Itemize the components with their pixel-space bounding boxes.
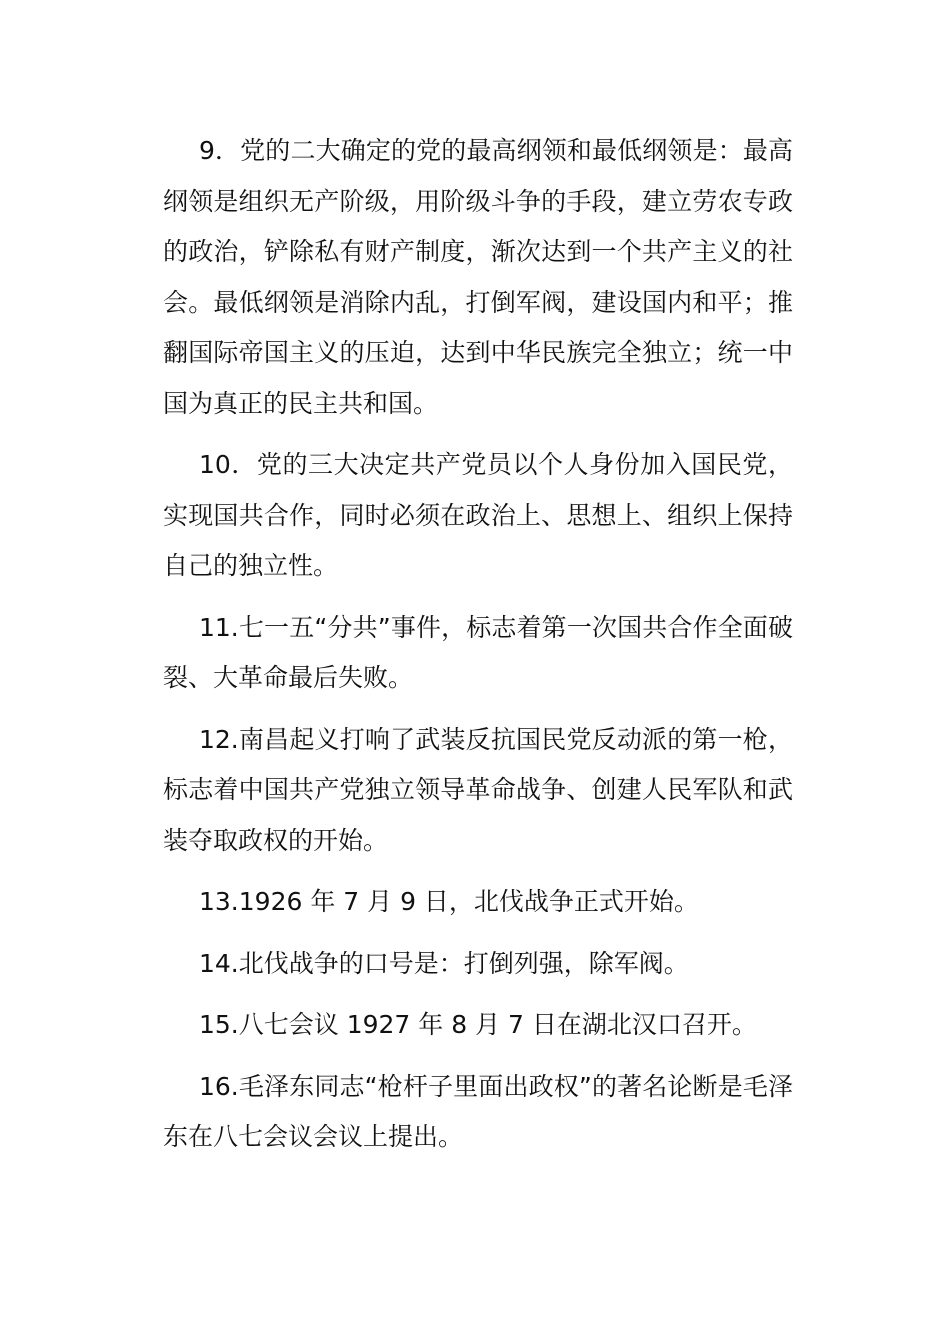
text-line: 民军队和武装夺取政权的开始。 — [163, 775, 793, 855]
text-line: 15.八七会议 1927 年 8 月 7 日在湖北汉口召开。 — [199, 1010, 757, 1039]
text-line: 最高纲领是组织无产阶级，用阶级斗争的手段，建立 — [163, 136, 793, 216]
text-line: 劳农专政的政治，铲除私有财产制度，渐次达到一个 — [163, 186, 793, 266]
text-line: 一枪，标志着中国共产党独立领导革命战争、创建人 — [163, 724, 793, 804]
text-line: 10．党的三大决定共产党员以个人身份加入国民 — [199, 450, 743, 479]
paragraph-11 — [163, 603, 793, 704]
text-line: 民族完全独立；统一中国为真正的民主共和国。 — [163, 338, 793, 418]
paragraph-15 — [163, 1000, 793, 1051]
paragraph-10 — [163, 440, 793, 592]
text-line: 上保持自己的独立性。 — [163, 500, 793, 580]
text-line: 14.北伐战争的口号是：打倒列强，除军阀。 — [199, 948, 689, 978]
text-line: 毛泽东在八七会议会议上提出。 — [163, 1071, 793, 1151]
text-line: 9．党的二大确定的党的最高纲领和最低纲领是： — [199, 136, 743, 165]
paragraph-13 — [163, 877, 793, 928]
paragraph-16 — [163, 1062, 793, 1163]
document-body — [163, 126, 793, 1174]
paragraph-12 — [163, 715, 793, 867]
text-line: 建设国内和平；推翻国际帝国主义的压迫，达到中华 — [163, 287, 793, 367]
text-line: 12.南昌起义打响了武装反抗国民党反动派的第 — [199, 724, 718, 754]
text-line: 共产主义的社会。最低纲领是消除内乱，打倒军阀， — [163, 237, 793, 317]
paragraph-9 — [163, 126, 793, 429]
text-line: 11.七一五“分共”事件，标志着第一次国共合作全 — [199, 612, 743, 642]
text-line: 党，实现国共合作，同时必须在政治上、思想上、组织 — [163, 450, 793, 530]
text-line: 16.毛泽东同志“枪杆子里面出政权”的著名论断是 — [199, 1071, 743, 1101]
text-line: 面破裂、大革命最后失败。 — [163, 612, 793, 692]
text-line: 13.1926 年 7 月 9 日，北伐战争正式开始。 — [199, 887, 699, 916]
paragraph-14 — [163, 939, 793, 990]
